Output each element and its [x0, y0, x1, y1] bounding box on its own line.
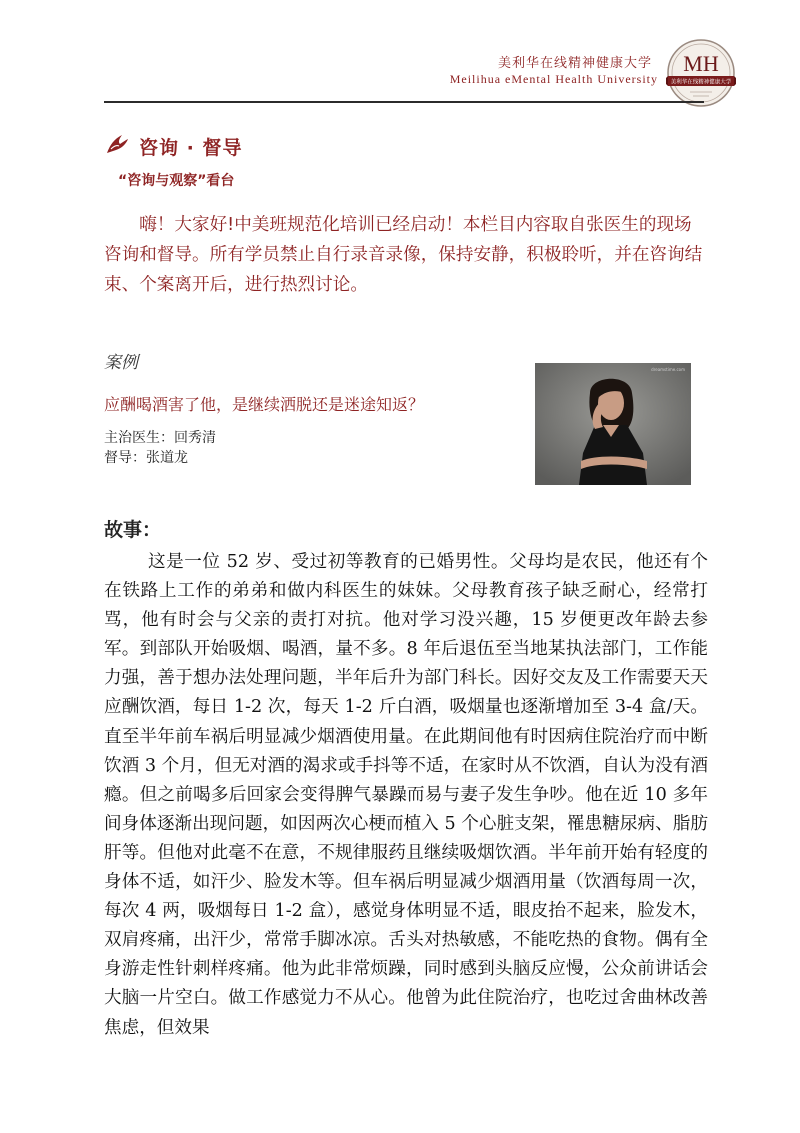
- attending-doctor: 主治医生：回秀清: [104, 430, 216, 446]
- story-heading: 故事：: [104, 519, 162, 541]
- page-header: [0, 0, 800, 110]
- logo-subtext: 美利华在线精神健康大学: [670, 79, 732, 86]
- section-subtitle: “咨询与观察”看台: [118, 173, 235, 189]
- distressed-woman-photo: [535, 363, 691, 485]
- supervisor: 督导：张道龙: [104, 450, 188, 466]
- svg-text:dreamstime.com: dreamstime.com: [651, 367, 685, 372]
- bird-emblem-icon: [104, 131, 130, 157]
- intro-paragraph: 嗨！大家好!中美班规范化培训已经启动！本栏目内容取自张医生的现场咨询和督导。所有学员禁止自行录音录像，保持安静，积极聆听，并在咨询结束、个案离开后，进行热烈讨论。: [104, 215, 703, 295]
- university-name-cn: 美利华在线精神健康大学: [497, 56, 652, 71]
- header-divider: [104, 101, 704, 103]
- logo-text: MH: [683, 51, 719, 76]
- section-title: 咨询 · 督导: [139, 137, 243, 159]
- university-logo: [666, 38, 736, 108]
- case-title: 应酬喝酒害了他，是继续洒脱还是迷途知返？: [104, 395, 425, 414]
- university-name-en: Meilihua eMental Health University: [449, 72, 658, 86]
- story-body: 这是一位 52 岁、受过初等教育的已婚男性。父母均是农民，他还有个在铁路上工作的弟弟和做内科医生的妹妹。父母教育孩子缺乏耐心，经常打骂，他有时会与父亲的责打对抗。他对学习没兴趣，15 岁便更改年龄去参军。到部队开始吸烟、喝酒，量不多。8 年后退伍至当地某执法部门，工作能力强，善于想办法处理问题，半年后升为部门科长。因好交友及工作需要天天应酬饮酒，每日 1-2 次，每天 1-2 斤白酒，吸烟量也逐渐增加至 3-4 盒/天。直至半年前车祸后明显减少烟酒使用量。在此期间他有时因病住院治疗而中断饮酒 3 个月，但无对酒的渴求或手抖等不适，在家时从不饮酒，自认为没有酒瘾。但之前喝多后回家会变得脾气暴躁而易与妻子发生争吵。他在近 10 多年间身体逐渐出现问题，如因两次心梗而植入 5 个心脏支架，罹患糖尿病、脂肪肝等。但他对此毫不在意，不规律服药且继续吸烟饮酒。半年前开始有轻度的身体不适，如汗少、脸发木等。但车祸后明显减少烟酒用量（饮酒每周一次，每次 4 两，吸烟每日 1-2 盒），感觉身体明显不适，眼皮抬不起来，脸发木，双肩疼痛，出汗少，常常手脚冰凉。舌头对热敏感，不能吃热的食物。偶有全身游走性针刺样疼痛。他为此非常烦躁，同时感到头脑反应慢，公众前讲话会大脑一片空白。做工作感觉力不从心。他曾为此住院治疗，也吃过舍曲林改善焦虑，但效果: [104, 552, 708, 1038]
- case-label: 案例: [104, 353, 138, 373]
